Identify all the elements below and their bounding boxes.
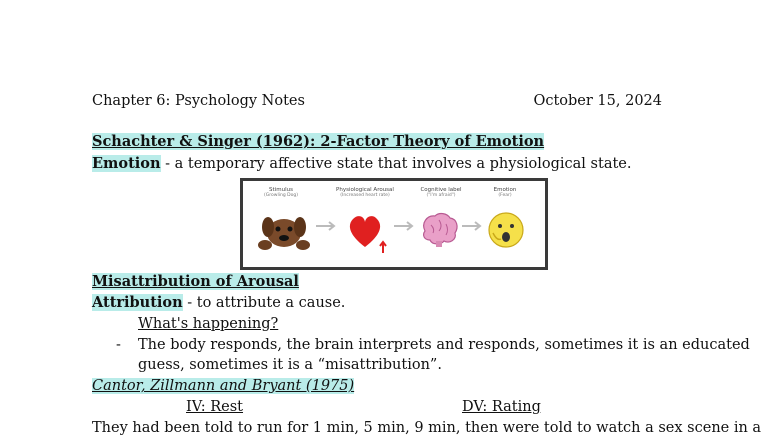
diagram-step-cognitive <box>409 187 473 198</box>
arrow-right-icon <box>393 221 415 231</box>
brain-icon <box>419 211 459 249</box>
heading-text: Misattribution of Arousal <box>92 273 299 290</box>
step-label: Emotion <box>493 187 517 193</box>
bullet-text-line1: The body responds, the brain interprets and responds, sometimes it is an educated <box>138 337 750 353</box>
iv-label: IV: Rest <box>186 399 244 415</box>
definition-emotion <box>92 155 631 173</box>
header-date: October 15, 2024 <box>533 93 662 109</box>
body-text: They had been told to run for 1 min, 5 min, 9 min, then were told to watch a sex scene in a <box>92 420 762 436</box>
bullet-marker: - <box>116 337 121 353</box>
dv-label: DV: Rating <box>462 399 541 415</box>
step-sub: (Fear) <box>498 193 512 198</box>
definition-text: - to attribute a cause. <box>182 295 346 311</box>
section-heading-two-factor <box>92 133 544 151</box>
step-sub: ("I'm afraid") <box>426 193 456 198</box>
step-sub: (Increased heart rate) <box>340 193 390 198</box>
diagram-step-stimulus <box>251 187 311 198</box>
diagram-step-arousal <box>331 187 399 198</box>
heading-text: Cantor, Zillmann and Bryant (1975) <box>92 378 355 394</box>
step-label: Stimulus <box>269 187 293 193</box>
bullet-text-line2: guess, sometimes it is a “misattribution”. <box>138 357 442 373</box>
definition-text: - a temporary affective state that involves a physiological state. <box>160 156 632 172</box>
term-attribution: Attribution <box>92 294 183 311</box>
dog-icon <box>257 209 311 251</box>
heart-icon <box>345 211 391 255</box>
header-title: Chapter 6: Psychology Notes <box>92 93 305 109</box>
two-factor-diagram <box>240 178 548 270</box>
definition-attribution <box>92 294 345 312</box>
step-label: Physiological Arousal <box>336 187 394 193</box>
section-heading-cantor <box>92 377 354 395</box>
step-label: Cognitive label <box>420 187 462 193</box>
scared-face-icon <box>487 211 525 249</box>
heading-text: Schachter & Singer (1962): 2-Factor Theory of Emotion <box>92 133 545 150</box>
arrow-right-icon <box>461 221 483 231</box>
section-heading-misattribution <box>92 273 299 291</box>
subheading-whats-happening: What's happening? <box>138 316 279 332</box>
step-sub: (Growling Dog) <box>264 193 298 198</box>
diagram-step-emotion <box>475 187 535 198</box>
arrow-right-icon <box>315 221 337 231</box>
term-emotion: Emotion <box>92 155 161 172</box>
